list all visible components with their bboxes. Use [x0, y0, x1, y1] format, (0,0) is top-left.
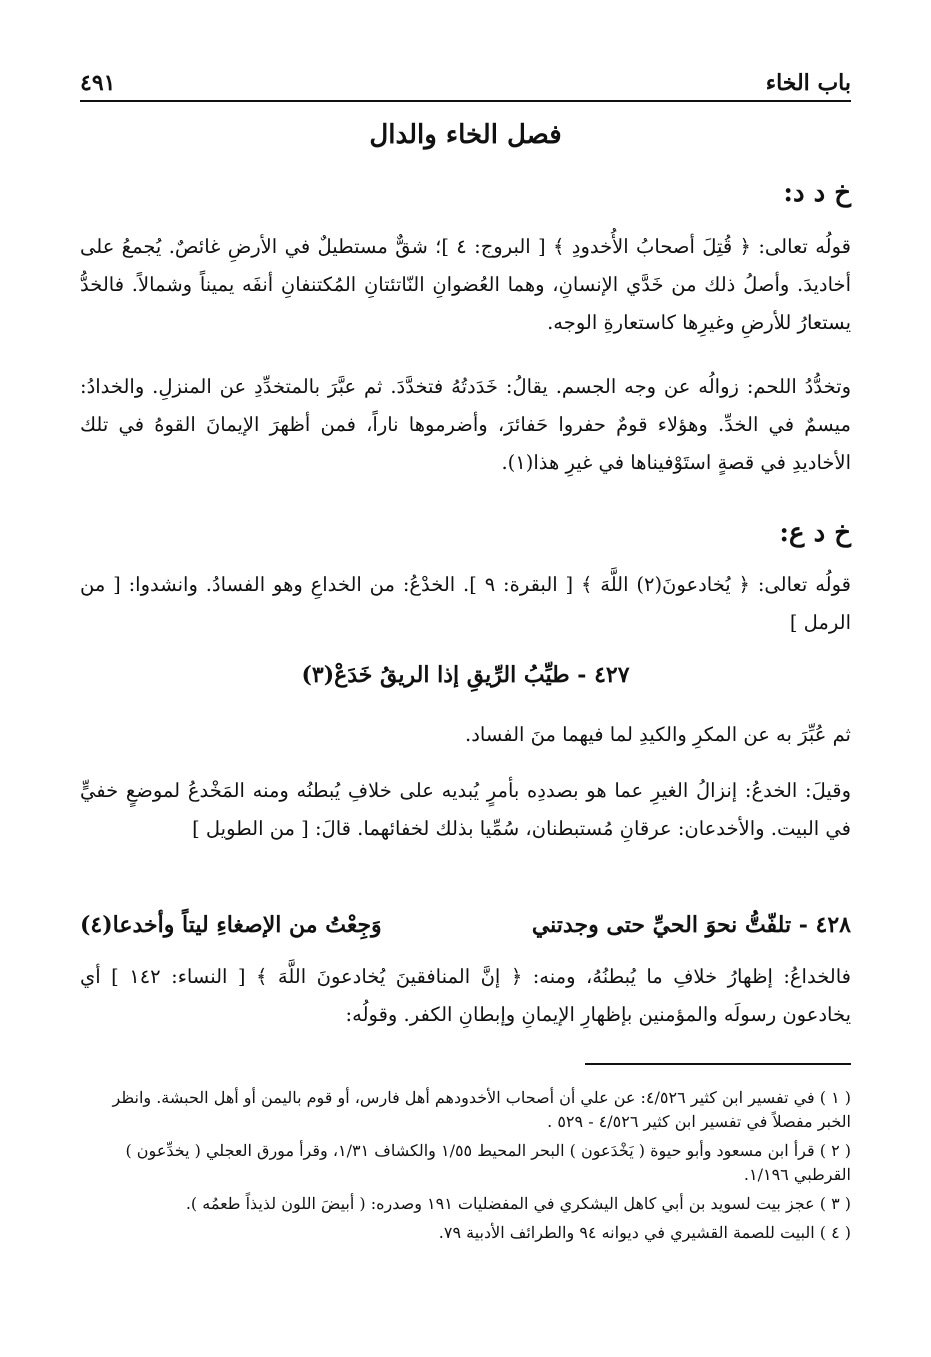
page-number: ٤٩١ [80, 70, 116, 96]
footnote-3: ( ٣ ) عجز بيت لسويد بن أبي كاهل اليشكري في المفضليات ١٩١ وصدره: ( أبيضَ اللون لذيذاً طعمُه ). [185, 1194, 851, 1213]
verse-428-second-hemistich: وَجِعْتُ من الإصغاءِ ليتاً وأخدعا(٤) [80, 912, 382, 938]
verse-428 [80, 912, 851, 938]
verse-427: ٤٢٧ - طيِّبُ الرِّيقِ إذا الريقُ خَدَعْ(٣) [301, 662, 630, 688]
footnote-2: ( ٢ ) قرأ ابن مسعود وأبو حيوة ( يَخْدَعون ) البحر المحيط ١/٥٥ والكشاف ١/٣١، وقرأ مورق العجلي ( يخدِّعون ) القرطبي ١/١٩٦. [125, 1141, 851, 1184]
root-heading-kh-d-d: خ د د: [783, 178, 851, 208]
root2-paragraph-1: قولُه تعالى: ﴿ يُخادعونَ(٢) اللَّهَ ﴾ [ البقرة: ٩ ]. الخدْعُ: من الخداعِ وهو الفسادُ. وانشدوا: [ من الرمل ] [80, 573, 851, 634]
footnote-4: ( ٤ ) البيت للصمة القشيري في ديوانه ٩٤ والطرائف الأدبية ٧٩. [438, 1223, 851, 1242]
section-title: فصل الخاء والدال [369, 120, 562, 150]
root1-paragraph-1: قولُه تعالى: ﴿ قُتِلَ أصحابُ الأُخدودِ ﴾ [ البروج: ٤ ]؛ شقٌّ مستطيلٌ في الأرضِ غائصٌ. يُجمعُ على أخاديدَ. وأصلُ ذلك من خَدَّي الإنسانِ، وهما العُضوانِ النّاتئتانِ المُكتنفانِ أنفَه يميناً وشمالاً. فالخدُّ يستعارُ للأرضِ وغيرِها كاستعارةِ الوجه. [80, 235, 851, 334]
footnote-rule [585, 1063, 851, 1065]
root-heading-kh-d-ain: خ د ع: [779, 518, 851, 548]
root2-paragraph-3: وقيلَ: الخدعُ: إنزالُ الغيرِ عما هو بصددِه بأمرٍ يُبديه على خلافِ يُبطنُه ومنه المَخْدعُ لموضعٍ خفيٍّ في البيت. والأخدعان: عرقانِ مُستبطنان، سُمِّيا بذلك لخفائهما. قالَ: [ من الطويل ] [80, 779, 851, 840]
root1-paragraph-2: وتخدُّدُ اللحم: زوالُه عن وجه الجسم. يقالُ: خَدَدتُهُ فتخدَّدَ. ثم عبَّرَ بالمتخدِّدِ عن المنزلِ. والخدادُ: ميسمٌ في الخدِّ. وهؤلاء قومٌ حفروا حَفائرَ، وأضرموها ناراً، فمن أظهرَ الإيمانَ القوهُ في تلك الأخاديدِ في قصةٍ استَوْفيناها في غيرِ هذا(١). [80, 375, 851, 474]
root2-paragraph-4: فالخداعُ: إظهارُ خلافِ ما يُبطنُهُ، ومنه: ﴿ إنَّ المنافقينَ يُخادعونَ اللَّهَ ﴾ [ النساء: ١٤٢ ] أي يخادعون رسولَه والمؤمنين بإظهارِ الإيمانِ وإبطانِ الكفر. وقولُه: [80, 965, 851, 1026]
root2-paragraph-2: ثم عُبِّرَ به عن المكرِ والكيدِ لما فيهما منَ الفساد. [465, 723, 851, 746]
footnote-1: ( ١ ) في تفسير ابن كثير ٤/٥٢٦: عن علي أن أصحاب الأخدودهم أهل فارس، أو قوم باليمن أو أهل الحبشة. وانظر الخبر مفصلاً في تفسير ابن كثير ٤/٥٢٦ - ٥٢٩ . [112, 1088, 851, 1131]
page-header [80, 56, 851, 96]
footnotes [82, 1086, 851, 1250]
chapter-title: باب الخاء [765, 70, 851, 96]
verse-428-first-hemistich: ٤٢٨ - تلفّتُّ نحوَ الحيِّ حتى وجدتني [531, 912, 851, 938]
header-rule [80, 100, 851, 102]
